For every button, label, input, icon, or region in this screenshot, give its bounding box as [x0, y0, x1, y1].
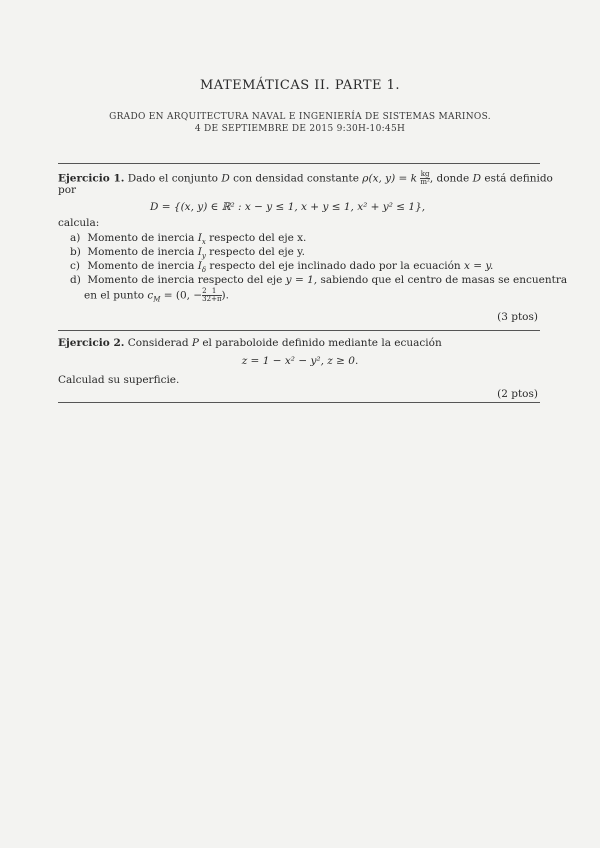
- item-d-text: en el punto: [84, 289, 145, 302]
- cm-close: ).: [221, 289, 229, 302]
- ex2-intro-b: el paraboloide definido mediante la ecuación: [202, 337, 442, 349]
- item-text-b: respecto del eje y.: [209, 246, 306, 258]
- ex1-intro-b: con densidad constante: [233, 172, 359, 185]
- item-symbol: I: [197, 260, 202, 272]
- item-label: a): [70, 232, 81, 244]
- units-num: kg: [420, 170, 430, 178]
- divider-bottom: [58, 402, 540, 403]
- ex1-item-b: [70, 246, 305, 260]
- item-text-b: respecto del eje inclinado dado por la ecuación: [209, 260, 461, 272]
- item-label: d): [70, 274, 81, 286]
- cm-frac-2: [207, 288, 222, 303]
- item-symbol: I: [197, 246, 202, 258]
- item-text: Momento de inercia: [87, 232, 195, 244]
- item-eq: x = y.: [464, 260, 494, 272]
- frac-den: 2+π: [206, 295, 222, 303]
- ex1-item-c: [70, 260, 493, 274]
- ex1-intro-d: está definido: [484, 172, 553, 185]
- ex1-por: por: [58, 184, 77, 196]
- ex1-intro-a: Dado el conjunto: [127, 172, 219, 185]
- ex2-symbol: P: [191, 337, 199, 349]
- ex2-calc: Calculad su superficie.: [58, 374, 180, 386]
- ex1-density-units: [420, 171, 429, 186]
- ex1-calc: calcula:: [58, 217, 100, 229]
- item-text-b: respecto del eje x.: [209, 232, 307, 244]
- ex1-set-definition: D = {(x, y) ∈ ℝ² : x − y ≤ 1, x + y ≤ 1, x² + y² ≤ 1},: [150, 201, 426, 213]
- item-eq: y = 1,: [285, 274, 318, 286]
- date-subtitle: 4 DE SEPTIEMBRE DE 2015 9:30H-10:45H: [194, 124, 406, 134]
- item-text-b: sabiendo que el centro de masas se encuentra: [320, 274, 568, 286]
- ex2-points: (2 ptos): [497, 388, 538, 400]
- ex1-set-symbol: D: [221, 172, 230, 185]
- ex2-intro-a: Considerad: [127, 337, 189, 349]
- units-den: m²: [420, 178, 430, 186]
- item-label: b): [70, 246, 81, 258]
- ex1-item-a: [70, 232, 306, 246]
- ex2-equation: z = 1 − x² − y², z ≥ 0.: [241, 355, 359, 367]
- divider-middle: [58, 330, 540, 331]
- ex1-set-symbol-2: D: [472, 172, 482, 185]
- ex1-density: ρ(x, y) = k: [362, 172, 418, 185]
- item-text: Momento de inercia respecto del eje: [87, 274, 283, 286]
- frac-num: 1: [207, 288, 222, 296]
- ex2-label: Ejercicio 2.: [58, 337, 125, 349]
- item-label: c): [70, 260, 80, 272]
- ex1-item-d: [70, 274, 567, 286]
- divider-top: [58, 163, 540, 164]
- item-symbol: I: [197, 232, 202, 244]
- center-of-mass-eq: = (0, −: [163, 289, 203, 302]
- page-title: MATEMÁTICAS II. PARTE 1.: [199, 78, 401, 93]
- item-sub: y: [201, 252, 206, 261]
- ex1-label: Ejercicio 1.: [58, 172, 125, 185]
- degree-subtitle: GRADO EN ARQUITECTURA NAVAL E INGENIERÍA DE SISTEMAS MARINOS.: [109, 112, 491, 122]
- item-sub: δ: [201, 266, 207, 275]
- center-of-mass-sub: M: [153, 295, 161, 304]
- ex1-intro: [58, 171, 553, 186]
- frac-num: 2: [202, 287, 207, 295]
- ex1-intro-c: , donde: [429, 172, 470, 185]
- item-text: Momento de inercia: [87, 246, 195, 258]
- frac-den: 3: [202, 295, 207, 303]
- ex2-intro: [58, 337, 442, 350]
- item-sub: x: [201, 238, 206, 247]
- ex1-item-d-line2: [84, 288, 229, 304]
- item-text: Momento de inercia: [87, 260, 195, 272]
- ex1-points: (3 ptos): [497, 311, 538, 323]
- center-of-mass-symbol: c: [147, 289, 154, 302]
